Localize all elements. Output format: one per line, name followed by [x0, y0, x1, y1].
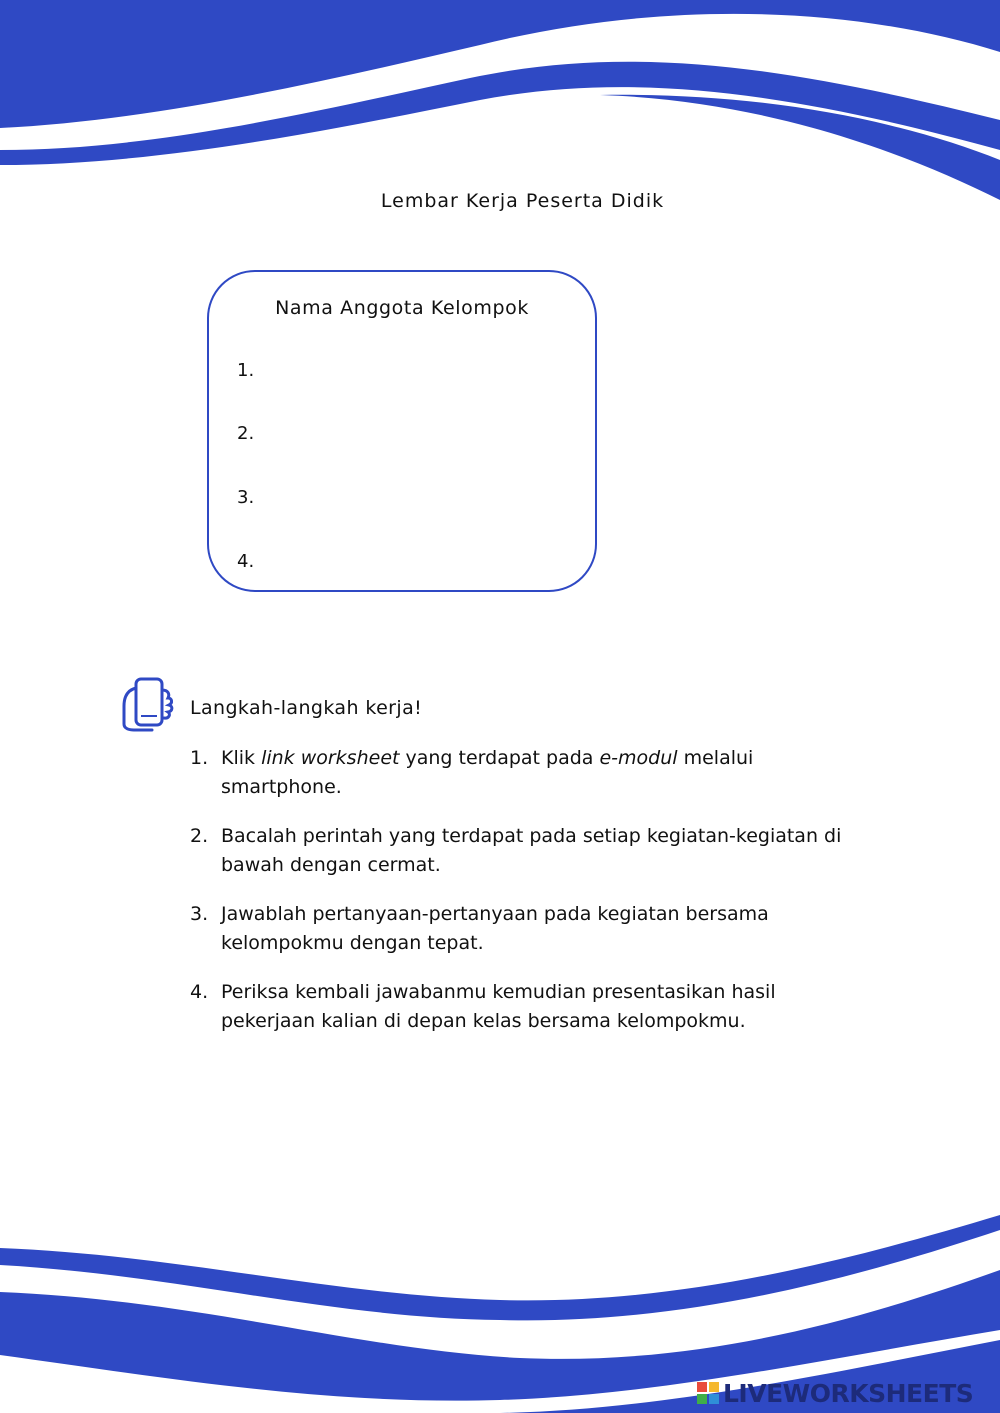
- member-number: 2.: [237, 423, 255, 444]
- worksheet-title: Lembar Kerja Peserta Didik: [380, 190, 665, 212]
- step-item: [190, 978, 870, 1036]
- step-text: Jawablah pertanyaan-pertanyaan pada kegiatan bersama kelompokmu dengan tepat.: [221, 903, 769, 954]
- step-number: 1.: [190, 747, 209, 769]
- member-number: 1.: [237, 360, 255, 381]
- step-item: [190, 900, 870, 958]
- brand-name: LIVEWORKSHEETS: [723, 1379, 974, 1408]
- step-number: 3.: [190, 903, 209, 925]
- liveworksheets-branding: [697, 1377, 997, 1409]
- step-text: Klik link worksheet yang terdapat pada e-modul melalui smartphone.: [221, 747, 754, 798]
- hand-holding-phone-icon: [120, 676, 180, 734]
- group-members-box: [207, 270, 597, 592]
- step-text: Periksa kembali jawabanmu kemudian presentasikan hasil pekerjaan kalian di depan kelas bersama kelompokmu.: [221, 981, 776, 1032]
- step-item: [190, 744, 870, 802]
- group-members-heading: Nama Anggota Kelompok: [275, 297, 529, 319]
- steps-list: [190, 744, 870, 1056]
- step-text: Bacalah perintah yang terdapat pada setiap kegiatan-kegiatan di bawah dengan cermat.: [221, 825, 842, 876]
- step-item: [190, 822, 870, 880]
- member-number: 4.: [237, 551, 255, 572]
- liveworksheets-logo-icon: [697, 1382, 719, 1404]
- member-number: 3.: [237, 487, 255, 508]
- steps-heading: Langkah-langkah kerja!: [190, 697, 423, 719]
- step-number: 2.: [190, 825, 209, 847]
- step-number: 4.: [190, 981, 209, 1003]
- top-wave-decoration: [0, 0, 1000, 210]
